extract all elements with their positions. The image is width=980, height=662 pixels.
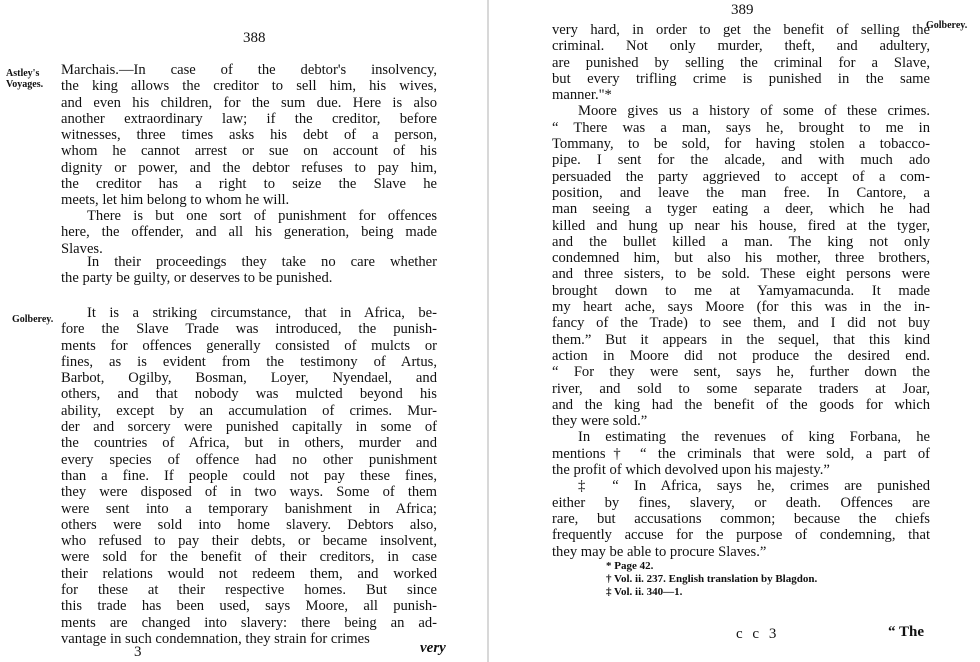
- text-line: In their proceedings they take no care whether: [87, 254, 437, 270]
- margin-note-golberey: Golberey.: [926, 20, 968, 31]
- main-text: [552, 22, 930, 560]
- text-line: position, and leave the man free. In Cantore, a: [552, 184, 930, 201]
- right-page: [490, 0, 980, 662]
- text-line: others were sold into home slavery. Debtors also,: [61, 516, 437, 533]
- text-line: killed and hung up near his house, fired at the tyger,: [552, 217, 930, 234]
- paragraph-marchais: [61, 62, 437, 209]
- text-line: Tommany, to be sold, for having stolen a tobacco-: [552, 136, 930, 153]
- text-line: others, and that nobody was mulcted beyond his: [61, 386, 437, 403]
- text-line: brought down to me at Yamyamacunda. It made: [552, 282, 930, 299]
- text-line: frequently accuse for the purpose of condemning, that: [552, 527, 930, 544]
- text-line: ments for offences generally consisted of mulcts or: [61, 337, 437, 354]
- text-line: my heart ache, says Moore (for this was in the in-: [552, 299, 930, 316]
- text-line: persuaded the party aggrieved to accept of a com-: [552, 168, 930, 185]
- text-line: for these at their respective homes. But since: [61, 582, 437, 599]
- margin-note-astley: Astley's Voyages.: [6, 68, 44, 90]
- text-line: ‡ Vol. ii. 340—1.: [606, 586, 683, 598]
- text-line: “ For they were sent, says he, further down the: [552, 364, 930, 381]
- text-line: either by fines, slavery, or death. Offences are: [552, 494, 930, 511]
- text-line: In estimating the revenues of king Forbana, he: [578, 429, 930, 446]
- text-line: every species of offence had no other punishment: [61, 451, 437, 468]
- text-line: they may be able to procure Slaves.”: [552, 543, 767, 560]
- signature-mark: 3: [134, 644, 145, 660]
- text-line: the creditor has a right to seize the Slave he: [61, 176, 437, 193]
- text-line: and even his children, for the sum due. Here is also: [61, 94, 437, 111]
- text-line: are punished by selling the criminal for a Slave,: [552, 54, 930, 71]
- text-line: ‡ “ In Africa, says he, crimes are punished: [578, 478, 930, 495]
- text-line: they were sold.”: [552, 413, 648, 430]
- text-line: and three sisters, to be sold. These eight persons were: [552, 266, 930, 283]
- text-line: the king allows the creditor to sell him, his wives,: [61, 78, 437, 95]
- text-line: and the bullet killed a man. The king not only: [552, 233, 930, 250]
- text-line: they were disposed of in two ways. Some of them: [61, 484, 437, 501]
- text-line: Slaves.: [61, 240, 103, 257]
- text-line: who refused to pay their debts, or became insolvent,: [61, 533, 437, 550]
- text-line: ability, except by an accumulation of crimes. Mur-: [61, 402, 437, 419]
- text-line: condemned him, but also his mother, three brothers,: [552, 250, 930, 267]
- text-line: vantage in such condemnation, they strain for crimes: [61, 630, 370, 647]
- text-line: and the king had the benefit of the goods for which: [552, 396, 930, 413]
- text-line: rare, but accusations common; because the chiefs: [552, 510, 930, 527]
- text-line: action in Moore did not produce the desired end.: [552, 347, 930, 364]
- text-line: mentions† “ the criminals that were sold, a part of: [552, 445, 930, 462]
- text-line: “ There was a man, says he, brought to me in: [552, 119, 930, 136]
- text-line: pipe. I sent for the alcade, and with much ado: [552, 152, 930, 169]
- margin-note-golberey: Golberey.: [12, 314, 54, 325]
- text-line: Moore gives us a history of some of these crimes.: [578, 103, 930, 120]
- text-line: It is a striking circumstance, that in Africa, be-: [87, 305, 437, 321]
- page-number: 388: [243, 30, 266, 46]
- text-line: fancy of the Trade) to see them, and I did not buy: [552, 315, 930, 332]
- left-page: [0, 0, 486, 662]
- text-line: fore the Slave Trade was introduced, the punish-: [61, 321, 437, 338]
- text-line: Marchais.—In case of the debtor's insolvency,: [61, 62, 437, 78]
- text-line: † Vol. ii. 237. English translation by Blagdon.: [606, 573, 818, 585]
- text-line: * Page 42.: [606, 560, 654, 572]
- text-line: this trade has been used, says Moore, all punish-: [61, 598, 437, 615]
- paragraph-golberey: [61, 305, 437, 647]
- text-line: than a fine. If people could not pay these fines,: [61, 467, 437, 484]
- text-line: another extraordinary law; if the creditor, before: [61, 110, 437, 127]
- text-line: manner."*: [552, 87, 612, 104]
- page-number: 389: [731, 2, 754, 18]
- catchword: “ The: [888, 624, 924, 640]
- text-line: the profit of which devolved upon his majesty.”: [552, 462, 830, 479]
- text-line: their relations would not redeem them, and worked: [61, 565, 437, 582]
- signature-mark: c c 3: [736, 626, 780, 642]
- text-line: the countries of Africa, but in others, murder and: [61, 435, 437, 452]
- text-line: criminal. Not only murder, theft, and adultery,: [552, 38, 930, 55]
- text-line: them.” But it appears in the sequel, that this kind: [552, 331, 930, 348]
- text-line: were sold for the benefit of their creditors, in case: [61, 549, 437, 566]
- paragraph-proceedings: [61, 254, 437, 287]
- catchword: very: [420, 640, 446, 656]
- text-line: meets, let him belong to whom he will.: [61, 192, 290, 209]
- text-line: very hard, in order to get the benefit of selling the: [552, 22, 930, 38]
- text-line: were sent into a temporary banishment in Africa;: [61, 500, 437, 517]
- text-line: whom he cannot arrest or sue on account of his: [61, 143, 437, 160]
- paragraph-punishment: [61, 208, 437, 257]
- text-line: witnesses, three times asks his debt of a person,: [61, 127, 437, 144]
- text-line: but every trifling crime is punished in the same: [552, 70, 930, 87]
- text-line: here, the offender, and all his generation, being made: [61, 224, 437, 241]
- text-line: the party be guilty, or deserves to be punished.: [61, 270, 333, 287]
- book-gutter: [487, 0, 489, 662]
- text-line: fines, as is evident from the testimony of Artus,: [61, 353, 437, 370]
- text-line: der and sorcery were punished capitally in some of: [61, 419, 437, 436]
- text-line: river, and sold to some separate traders at Joar,: [552, 380, 930, 397]
- footnotes: [606, 560, 817, 599]
- text-line: ments are changed into slavery: there being an ad-: [61, 614, 437, 631]
- text-line: There is but one sort of punishment for offences: [87, 208, 437, 224]
- text-line: dignity or power, and the debtor refuses to pay him,: [61, 159, 437, 176]
- text-line: man seeing a tyger eating a deer, which he had: [552, 201, 930, 218]
- text-line: Barbot, Ogilby, Bosman, Loyer, Nyendael, and: [61, 370, 437, 387]
